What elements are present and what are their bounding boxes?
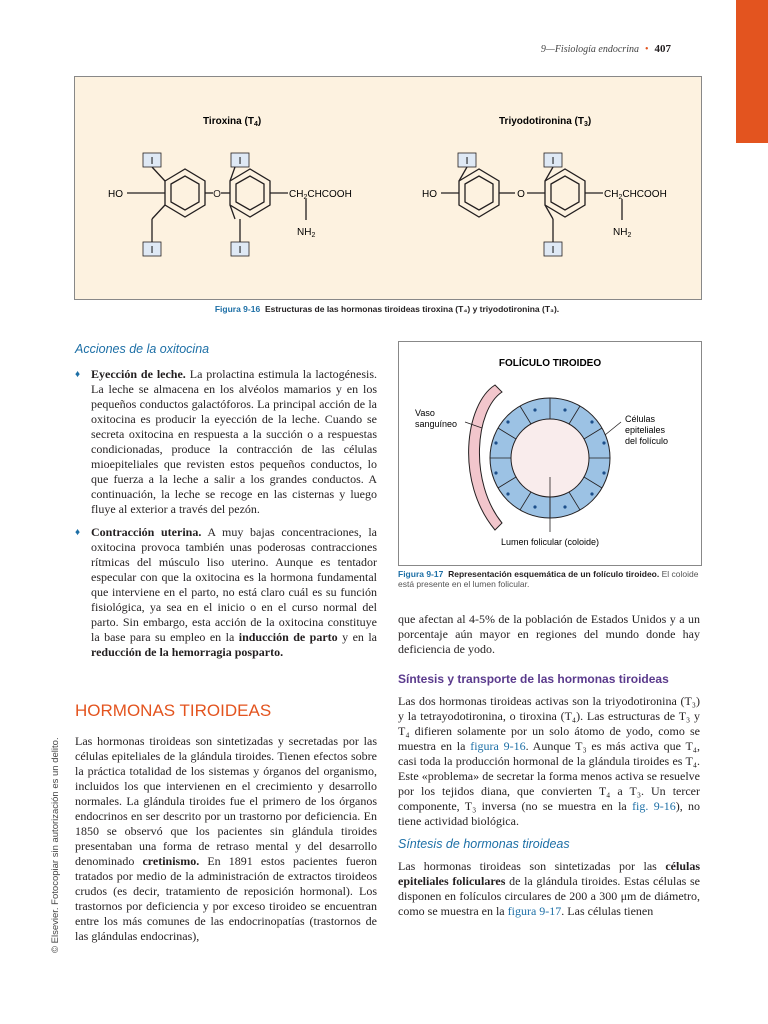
lumen-label: Lumen folicular (coloide) [500,537,600,547]
hydroxyl-label: HO [422,189,437,200]
left-column-thyroid [75,703,377,944]
iodine-label: I [551,156,555,167]
synthesis-transport-paragraph: Las dos hormonas tiroideas activas son la triyodotironina (T₃) y la tetrayodotironina, o tiroxina (T₄). Las estructuras de T₃ y T₄ difieren solamente por un solo átomo de yodo, como se muestra en la figura 9-16. Aunque T₃ es más activa que T₄, casi toda la producción hormonal de la glándula tiroides es T₄. Este «problema» de secretar la forma menos activa se resuelve por los tejidos diana, que convierten T₄ a T₃. Un tercer componente, T₃ inversa (no se muestra en la fig. 9-16), no tiene actividad biológica. [398,694,701,828]
diamond-bullet-icon: ♦ [75,527,81,538]
iodine-label: I [238,156,242,167]
ether-oxygen-label: O [517,189,525,200]
iodine-label: I [150,245,154,256]
t3-molecule [441,167,622,220]
thyroid-follicle-diagram [399,342,701,565]
ether-oxygen-label: O [213,189,221,200]
fig-9-16-link[interactable]: fig. 9-16 [632,799,676,813]
figure-9-16-link[interactable]: figura 9-16 [470,739,526,753]
side-chain-label: $CH_2CHCOOH$ [289,189,352,201]
list-item [75,367,377,517]
thyroid-section-heading: HORMONAS TIROIDEAS [75,701,272,720]
follicle-title: FOLÍCULO TIROIDEO [498,358,602,369]
continuation-paragraph: que afectan al 4-5% de la población de Estados Unidos y a un porcentaje aún mayor en regiones del mundo donde hay deficiencia de yodo. [398,612,700,656]
figure-9-16 [74,76,702,300]
hydroxyl-label: HO [108,189,123,200]
synthesis-transport-heading: Síntesis y transporte de las hormonas tiroideas [398,672,669,686]
page-number: 407 [654,43,671,55]
vessel-label: Vaso sanguíneo [415,408,458,429]
figure-9-17-label: Figura 9-17 [398,569,444,579]
milk-ejection-title: Eyección de leche. [91,367,186,381]
induction-bold: inducción de parto [238,630,338,644]
synthesis-heading: Síntesis de hormonas tiroideas [398,837,570,851]
hemorrhage-bold: reducción de la hemorragia posparto. [91,645,284,659]
t4-title: Tiroxina $(T_4)$ [203,116,262,128]
running-title: 9—Fisiología endocrina [540,44,639,55]
bullet-dot: • [644,44,649,55]
iodine-label: I [238,245,242,256]
uterine-contraction-text: A muy bajas concentraciones, la oxitocina provoca también unas poderosas contracciones rítmicas del músculo liso uterino. Aunque es tentador especular con que la oxitocina es la hormona fundamental que interviene en el parto, no está claro cuál es su función fisiológica, ya sea en el inicio o en el curso normal del parto. Sin embargo, esta acción de la oxitocina constituye la base para su empleo en la [91,525,377,644]
amine-label: $NH_2$ [297,227,316,239]
iodine-label: I [465,156,469,167]
iodine-label: I [150,156,154,167]
diamond-bullet-icon: ♦ [75,369,81,380]
t3-title: Triyodotironina $(T_3)$ [499,116,592,128]
uterine-contraction-title: Contracción uterina. [91,525,202,539]
amine-label: $NH_2$ [613,227,632,239]
figure-9-16-label: Figura 9-16 [214,304,261,314]
right-column [398,612,700,919]
iodine-label: I [551,245,555,256]
figure-9-17-link[interactable]: figura 9-17 [507,904,562,918]
milk-ejection-text: La prolactina estimula la lactogénesis. La leche se almacena en los alvéolos mamarios y en los pequeños conductos galactóforos. La principal acción de la oxitocina es producir la eyección de la leche. Cuando se secreta oxitocina en respuesta a la succión o a respuestas condicionadas, produce la contracción de las células mioepiteliales que revisten estos pequeños conductos, lo que fuerza a la leche a salir a los grandes conductos. A continuación, la leche se recoge en las cisternas y luego fluye al exterior a través del pezón. [91,367,377,516]
figure-9-17 [398,341,702,566]
oxytocin-heading: Acciones de la oxitocina [75,342,210,356]
copyright-side-note: © Elsevier. Fotocopiar sin autorización es un delito. [50,737,61,953]
running-head [541,43,671,55]
cells-label: Células epiteliales del folículo [625,414,669,446]
left-column-oxytocin [75,342,377,660]
thyroid-hormone-structures [75,77,701,299]
side-chain-label: $CH_2CHCOOH$ [604,189,667,201]
synthesis-paragraph: Las hormonas tiroideas son sintetizadas por las células epiteliales foliculares de la glándula tiroides. Estas células se disponen en folículos circulares de 200 a 300 μm de diámetro, como se muestra en la figura 9-17. Las células tienen [398,859,700,918]
thyroid-intro-paragraph: Las hormonas tiroideas son sintetizadas y secretadas por las células epiteliales de la glándula tiroides. Tienen efectos sobre la práctica totalidad de los sistemas y órganos del organismo, incluidos los que intervienen en el crecimiento y desarrollo normales. La glándula tiroides fue el primero de los órganos endocrinos en ser descrito por un trastorno por deficiencia. En 1850 se observó que los pacientes sin glándula tiroides presentaban una forma de retraso mental y del desarrollo denominado cretinismo. En 1891 estos pacientes fueron tratados por medio de la administración de extractos tiroideos crudos (es decir, tratamiento de reposición hormonal). Los trastornos por deficiencia y por exceso tiroideo se encuentran entre los más comunes de las endocrinopatías (trastornos de las glándulas endocrinas), [75,734,378,943]
list-item: ♦ Contracción uterina. A muy bajas concentraciones, la oxitocina provoca también unas poderosas contracciones rítmicas del músculo liso uterino. Aunque es tentador especular con que la oxitocina es la hormona fundamental que interviene en el parto, no está claro cuál es su función fisiológica, ya sea en el inicio o en el curso normal del parto. Sin embargo, esta acción de la oxitocina constituye la base para su empleo en la inducción de parto y en la reducción de la hemorragia posparto. [75,525,378,659]
chapter-tab [736,0,768,143]
cretinism-bold: cretinismo. [142,854,200,868]
figure-9-16-caption [74,304,700,314]
figure-9-16-caption-text: Estructuras de las hormonas tiroideas tiroxina (T₄) y triyodotironina (T₃). [264,304,560,314]
figure-9-17-caption: Figura 9-17 Representación esquemática de un folículo tiroideo. El coloide está presente en el lumen folicular. [398,569,699,589]
